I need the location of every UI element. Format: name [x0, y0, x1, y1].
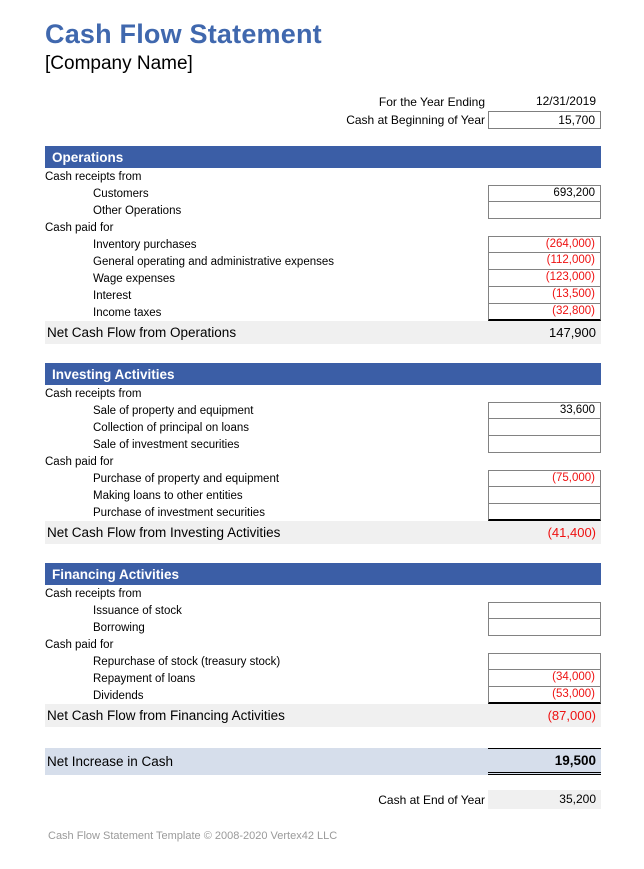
- net-operations-row: [45, 321, 601, 344]
- line-item-label: Repurchase of stock (treasury stock): [93, 655, 281, 668]
- line-item-input[interactable]: [488, 653, 601, 670]
- end-of-year-label: Cash at End of Year: [378, 792, 485, 807]
- group-label: Cash receipts from: [45, 170, 142, 183]
- line-item-input[interactable]: [488, 487, 601, 504]
- end-of-year-value: 35,200: [488, 790, 601, 809]
- beginning-cash-input[interactable]: 15,700: [488, 111, 601, 129]
- net-investing-row: [45, 521, 601, 544]
- line-item-label: Purchase of property and equipment: [93, 472, 280, 485]
- line-item-input[interactable]: [488, 602, 601, 619]
- line-item-label: Issuance of stock: [93, 604, 182, 617]
- page-title: Cash Flow Statement: [45, 19, 322, 49]
- line-item-label: Repayment of loans: [93, 672, 196, 685]
- net-financing-label: Net Cash Flow from Financing Activities: [47, 708, 285, 723]
- line-item-input[interactable]: (75,000): [488, 470, 601, 487]
- line-item-label: Making loans to other entities: [93, 489, 243, 502]
- beginning-cash-row: [45, 111, 601, 129]
- line-item-input[interactable]: [488, 419, 601, 436]
- line-item-label: Interest: [93, 289, 132, 302]
- section-investing: [45, 363, 601, 544]
- section-operations: [45, 146, 601, 344]
- line-item-label: Dividends: [93, 689, 144, 702]
- line-item-input[interactable]: (34,000): [488, 670, 601, 687]
- line-item-input[interactable]: (13,500): [488, 287, 601, 304]
- net-increase-label: Net Increase in Cash: [47, 754, 174, 769]
- net-increase-value: 19,500: [488, 748, 601, 775]
- line-item-input[interactable]: [488, 504, 601, 521]
- line-item-input[interactable]: [488, 202, 601, 219]
- line-item-input[interactable]: (123,000): [488, 270, 601, 287]
- year-ending-row: [45, 93, 601, 111]
- group-label: Cash paid for: [45, 638, 114, 651]
- line-item-label: Income taxes: [93, 306, 162, 319]
- statement-page: [45, 19, 601, 842]
- section-investing-header: Investing Activities: [45, 363, 601, 385]
- net-financing-value: (87,000): [547, 708, 596, 723]
- year-ending-label: For the Year Ending: [378, 95, 485, 109]
- net-financing-row: [45, 704, 601, 727]
- line-item-input[interactable]: (53,000): [488, 687, 601, 704]
- group-label: Cash receipts from: [45, 387, 142, 400]
- net-operations-label: Net Cash Flow from Operations: [47, 325, 237, 340]
- meta-block: [45, 93, 601, 129]
- line-item-input[interactable]: (264,000): [488, 236, 601, 253]
- section-financing: [45, 563, 601, 727]
- line-item-label: Customers: [93, 187, 149, 200]
- line-item-input[interactable]: (32,800): [488, 304, 601, 321]
- line-item-label: Other Operations: [93, 204, 182, 217]
- line-item-label: Borrowing: [93, 621, 145, 634]
- year-ending-value[interactable]: 12/31/2019: [535, 94, 596, 108]
- group-label: Cash paid for: [45, 455, 114, 468]
- company-name: [Company Name]: [45, 53, 193, 74]
- line-item-label: Sale of investment securities: [93, 438, 240, 451]
- line-item-label: General operating and administrative expenses: [93, 255, 335, 268]
- end-of-year-row: [45, 790, 601, 809]
- net-investing-value: (41,400): [547, 525, 596, 540]
- group-label: Cash paid for: [45, 221, 114, 234]
- net-operations-value: 147,900: [549, 325, 596, 340]
- line-item-input[interactable]: [488, 436, 601, 453]
- line-item-label: Collection of principal on loans: [93, 421, 249, 434]
- beginning-cash-label: Cash at Beginning of Year: [346, 113, 485, 127]
- line-item-input[interactable]: [488, 619, 601, 636]
- section-financing-header: Financing Activities: [45, 563, 601, 585]
- net-increase-row: [45, 748, 601, 775]
- group-label: Cash receipts from: [45, 587, 142, 600]
- line-item-input[interactable]: 693,200: [488, 185, 601, 202]
- line-item-label: Purchase of investment securities: [93, 506, 265, 519]
- section-operations-header: Operations: [45, 146, 601, 168]
- footer-credit: Cash Flow Statement Template © 2008-2020 Vertex42 LLC: [48, 830, 338, 842]
- line-item-input[interactable]: (112,000): [488, 253, 601, 270]
- line-item-label: Inventory purchases: [93, 238, 197, 251]
- line-item-label: Sale of property and equipment: [93, 404, 254, 417]
- net-investing-label: Net Cash Flow from Investing Activities: [47, 525, 281, 540]
- line-item-input[interactable]: 33,600: [488, 402, 601, 419]
- line-item-label: Wage expenses: [93, 272, 176, 285]
